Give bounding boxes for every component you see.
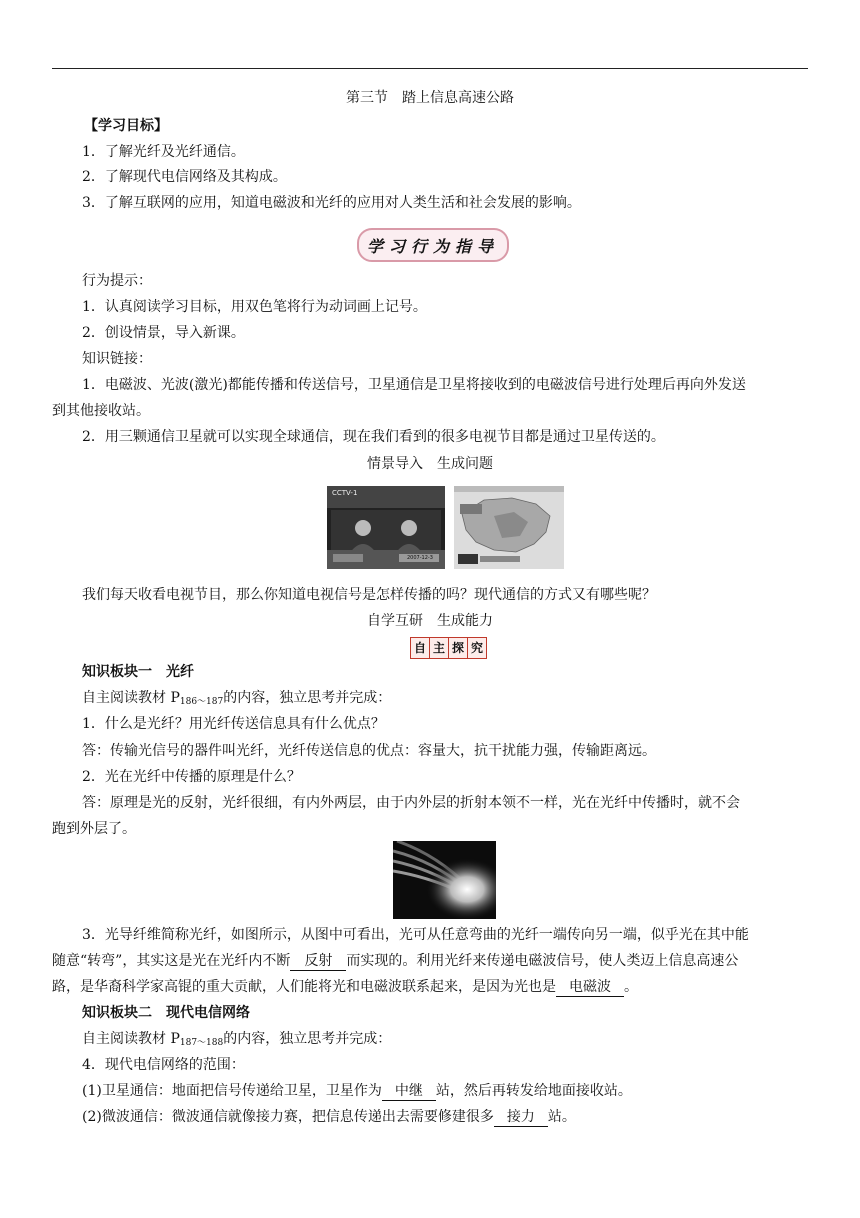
badge-char: 究 [468, 638, 486, 658]
hint-item: 1．认真阅读学习目标，用双色笔将行为动词画上记号。 [82, 299, 427, 315]
reading-pages: 186～187 [179, 697, 224, 707]
question-3-line3 [52, 978, 638, 997]
badge-char: 主 [430, 638, 449, 658]
s1-text: 站，然后再转发给地面接收站。 [435, 1083, 632, 1099]
objective-item: 3．了解互联网的应用，知道电磁波和光纤的应用对人类生活和社会发展的影响。 [82, 195, 581, 211]
link-item: 2．用三颗通信卫星就可以实现全球通信，现在我们看到的很多电视节目都是通过卫星传送的。 [82, 429, 665, 445]
question-4: 4．现代电信网络的范围： [82, 1057, 245, 1073]
answer-blank-relay-station: 接力 [494, 1108, 548, 1127]
question-3-line2 [52, 952, 738, 971]
satellite-communication [82, 1082, 632, 1101]
badge-char: 探 [449, 638, 468, 658]
answer-2: 答：原理是光的反射，光纤很细，有内外两层，由于内外层的折射本领不一样，光在光纤中传播时，就不会 [82, 795, 740, 811]
links-label: 知识链接： [82, 351, 152, 367]
block1-title: 知识板块一 光纤 [82, 664, 194, 680]
tv-news-image [327, 486, 445, 569]
objectives-heading: 【学习目标】 [84, 118, 168, 134]
answer-blank-relay: 中继 [382, 1082, 436, 1101]
block2-reading [82, 1030, 391, 1052]
self-study-heading: 自学互研 生成能力 [367, 613, 493, 629]
answer-blank-reflection: 反射 [290, 952, 346, 971]
banner-text: 学习行为指导 [366, 236, 499, 256]
hint-item: 2．创设情景，导入新课。 [82, 325, 245, 341]
channel-logo: CCTV-1 [332, 489, 358, 497]
hints-label: 行为提示： [82, 273, 152, 289]
objective-item: 2．了解现代电信网络及其构成。 [82, 169, 287, 185]
reading-suffix: 的内容，独立思考并完成： [223, 1031, 392, 1047]
microwave-communication [82, 1108, 576, 1127]
s2-text: 站。 [547, 1109, 576, 1125]
reading-prefix: 自主阅读教材 P [82, 690, 180, 706]
answer-2-continued: 跑到外层了。 [52, 821, 136, 837]
answer-blank-em-wave: 电磁波 [556, 978, 624, 997]
weather-map-image [454, 486, 564, 569]
q3-text: 路，是华裔科学家高锟的重大贡献，人们能将光和电磁波联系起来，是因为光也是 [52, 979, 556, 995]
s2-text: (2)微波通信：微波通信就像接力赛，把信息传递出去需要修建很多 [82, 1109, 494, 1125]
answer-1: 答：传输光信号的器件叫光纤，光纤传送信息的优点：容量大，抗干扰能力强，传输距离远。 [82, 743, 656, 759]
self-explore-badge [410, 637, 487, 659]
badge-char: 自 [411, 638, 430, 658]
q3-text: 而实现的。利用光纤来传递电磁波信号，使人类迈上信息高速公 [346, 953, 739, 969]
q3-text: 随意“转弯”，其实这是光在光纤内不断 [52, 953, 291, 969]
broadcast-date: 2007-12-3 [407, 555, 433, 561]
link-item: 1．电磁波、光波(激光)都能传播和传送信号，卫星通信是卫星将接收到的电磁波信号进行处理后再向外发送 [82, 377, 746, 393]
reading-prefix: 自主阅读教材 P [82, 1031, 180, 1047]
question-2: 2．光在光纤中传播的原理是什么？ [82, 769, 301, 785]
intro-heading: 情景导入 生成问题 [367, 456, 493, 472]
block1-reading [82, 689, 391, 711]
guidance-banner [357, 228, 509, 262]
reading-suffix: 的内容，独立思考并完成： [223, 690, 392, 706]
s1-text: (1)卫星通信：地面把信号传递给卫星，卫星作为 [82, 1083, 382, 1099]
intro-question: 我们每天收看电视节目，那么你知道电视信号是怎样传播的吗？现代通信的方式又有哪些呢？ [82, 587, 656, 603]
question-1: 1．什么是光纤？用光纤传送信息具有什么优点？ [82, 716, 385, 732]
top-rule [52, 68, 808, 69]
block2-title: 知识板块二 现代电信网络 [82, 1005, 250, 1021]
q3-text: 。 [624, 979, 638, 995]
optical-fiber-image [393, 841, 496, 919]
link-item-continued: 到其他接收站。 [52, 403, 150, 419]
reading-pages: 187～188 [179, 1038, 224, 1048]
objective-item: 1．了解光纤及光纤通信。 [82, 144, 245, 160]
question-3: 3．光导纤维简称光纤，如图所示，从图中可看出，光可从任意弯曲的光纤一端传向另一端，似乎光在其中能 [82, 927, 749, 943]
section-title: 第三节 踏上信息高速公路 [346, 90, 514, 106]
